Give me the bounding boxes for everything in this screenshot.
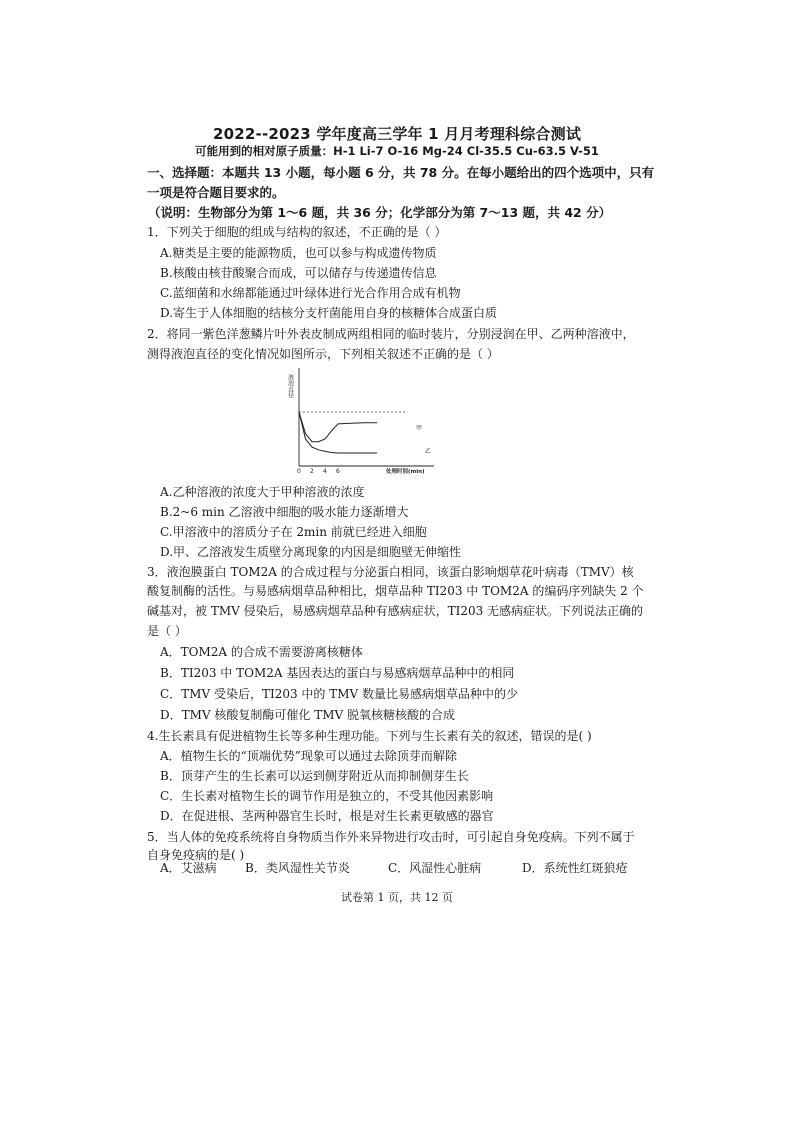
series-line-jia [299,412,377,442]
vacuole-diameter-chart [282,364,442,476]
q5-option-a: A．艾滋病 [160,861,217,875]
q2-stem-line1: 2．将同一紫色洋葱鳞片叶外表皮制成两组相同的临时装片，分别浸润在甲、乙两种溶液中， [147,327,635,341]
q2-option-c: C.甲溶液中的溶质分子在 2min 前就已经进入细胞 [160,525,427,539]
q3-option-c: C．TMV 受染后，TI203 中的 TMV 数量比易感病烟草品种中的少 [160,687,519,701]
q3-option-d: D．TMV 核酸复制酶可催化 TMV 脱氧核糖核酸的合成 [160,708,455,722]
q1-option-a: A.糖类是主要的能源物质，也可以参与构成遗传物质 [160,246,437,260]
x-tick-4: 4 [323,468,327,475]
q4-stem: 4.生长素具有促进植物生长等多种生理功能。下列与生长素有关的叙述，错误的是( ) [147,729,592,743]
q1-option-c: C.蓝细菌和水绵都能通过叶绿体进行光合作用合成有机物 [160,286,461,300]
q4-option-b: B．顶芽产生的生长素可以运到侧芽附近从而抑制侧芽生长 [160,769,469,783]
q1-option-b: B.核酸由核苷酸聚合而成，可以储存与传递遗传信息 [160,266,437,280]
q2-option-a: A.乙种溶液的浓度大于甲种溶液的浓度 [160,485,365,499]
q5-stem-line1: 5．当人体的免疫系统将自身物质当作外来异物进行攻击时，可引起自身免疫病。下列不属于 [147,830,635,844]
q4-option-d: D．在促进根、茎两种器官生长时，根是对生长素更敏感的器官 [160,809,494,823]
exam-title: 2022--2023 学年度高三学年 1 月月考理科综合测试 [212,125,582,143]
q2-stem-line2: 测得液泡直径的变化情况如图所示，下列相关叙述不正确的是（ ） [147,347,499,361]
q3-stem-line4: 是（ ） [147,624,187,638]
section-heading-line1: 一、选择题：本题共 13 小题，每小题 6 分，共 78 分。在每小题给出的四个选项中，只有 [147,165,655,180]
page-footer: 试卷第 1 页，共 12 页 [341,891,453,904]
atomic-masses-line: 可能用到的相对原子质量：H-1 Li-7 O-16 Mg-24 Cl-35.5 Cu-63.5 V-51 [195,144,599,158]
section-note: （说明：生物部分为第 1～6 题，共 36 分；化学部分为第 7～13 题，共 42 分） [148,205,612,220]
y-axis-label-text: 液泡直径 [286,374,294,398]
q2-option-b: B.2~6 min 乙溶液中细胞的吸水能力逐渐增大 [160,505,409,519]
series-label-yi: 乙 [425,448,432,455]
q3-option-a: A．TOM2A 的合成不需要游离核糖体 [160,645,363,659]
q5-option-c: C．风湿性心脏病 [388,861,482,875]
series-label-jia: 甲 [416,425,423,432]
x-tick-6: 6 [336,468,340,475]
q3-stem-line3: 碱基对，被 TMV 侵染后，易感病烟草品种有感病症状，TI203 无感病症状。下列说法正确的 [147,604,644,618]
q1-stem: 1．下列关于细胞的组成与结构的叙述，不正确的是（ ） [147,225,447,239]
q5-stem-line2: 自身免疫病的是( ) [147,848,245,862]
series-line-yi [299,412,377,453]
section-heading-line2: 一项是符合题目要求的。 [147,185,285,200]
q5-option-b: B．类风湿性关节炎 [245,861,350,875]
x-axis-label: 处理时间(min) [386,469,425,475]
q3-stem-line1: 3．液泡膜蛋白 TOM2A 的合成过程与分泌蛋白相同，该蛋白影响烟草花叶病毒（TMV）核 [147,565,634,579]
q3-option-b: B．TI203 中 TOM2A 基因表达的蛋白与易感病烟草品种中的相同 [160,666,515,680]
x-tick-2: 2 [310,468,314,475]
q3-stem-line2: 酸复制酶的活性。与易感病烟草品种相比，烟草品种 TI203 中 TOM2A 的编码序列缺失 2 个 [147,584,644,598]
q4-option-a: A．植物生长的“顶端优势”现象可以通过去除顶芽而解除 [160,749,457,763]
q4-option-c: C．生长素对植物生长的调节作用是独立的，不受其他因素影响 [160,789,494,803]
q5-option-d: D．系统性红斑狼疮 [522,861,628,875]
x-tick-0: 0 [297,468,301,475]
q1-option-d: D.寄生于人体细胞的结核分支杆菌能用自身的核糖体合成蛋白质 [160,306,498,320]
y-axis-label [287,373,294,399]
q2-option-d: D.甲、乙溶液发生质壁分离现象的内因是细胞壁无伸缩性 [160,545,462,559]
